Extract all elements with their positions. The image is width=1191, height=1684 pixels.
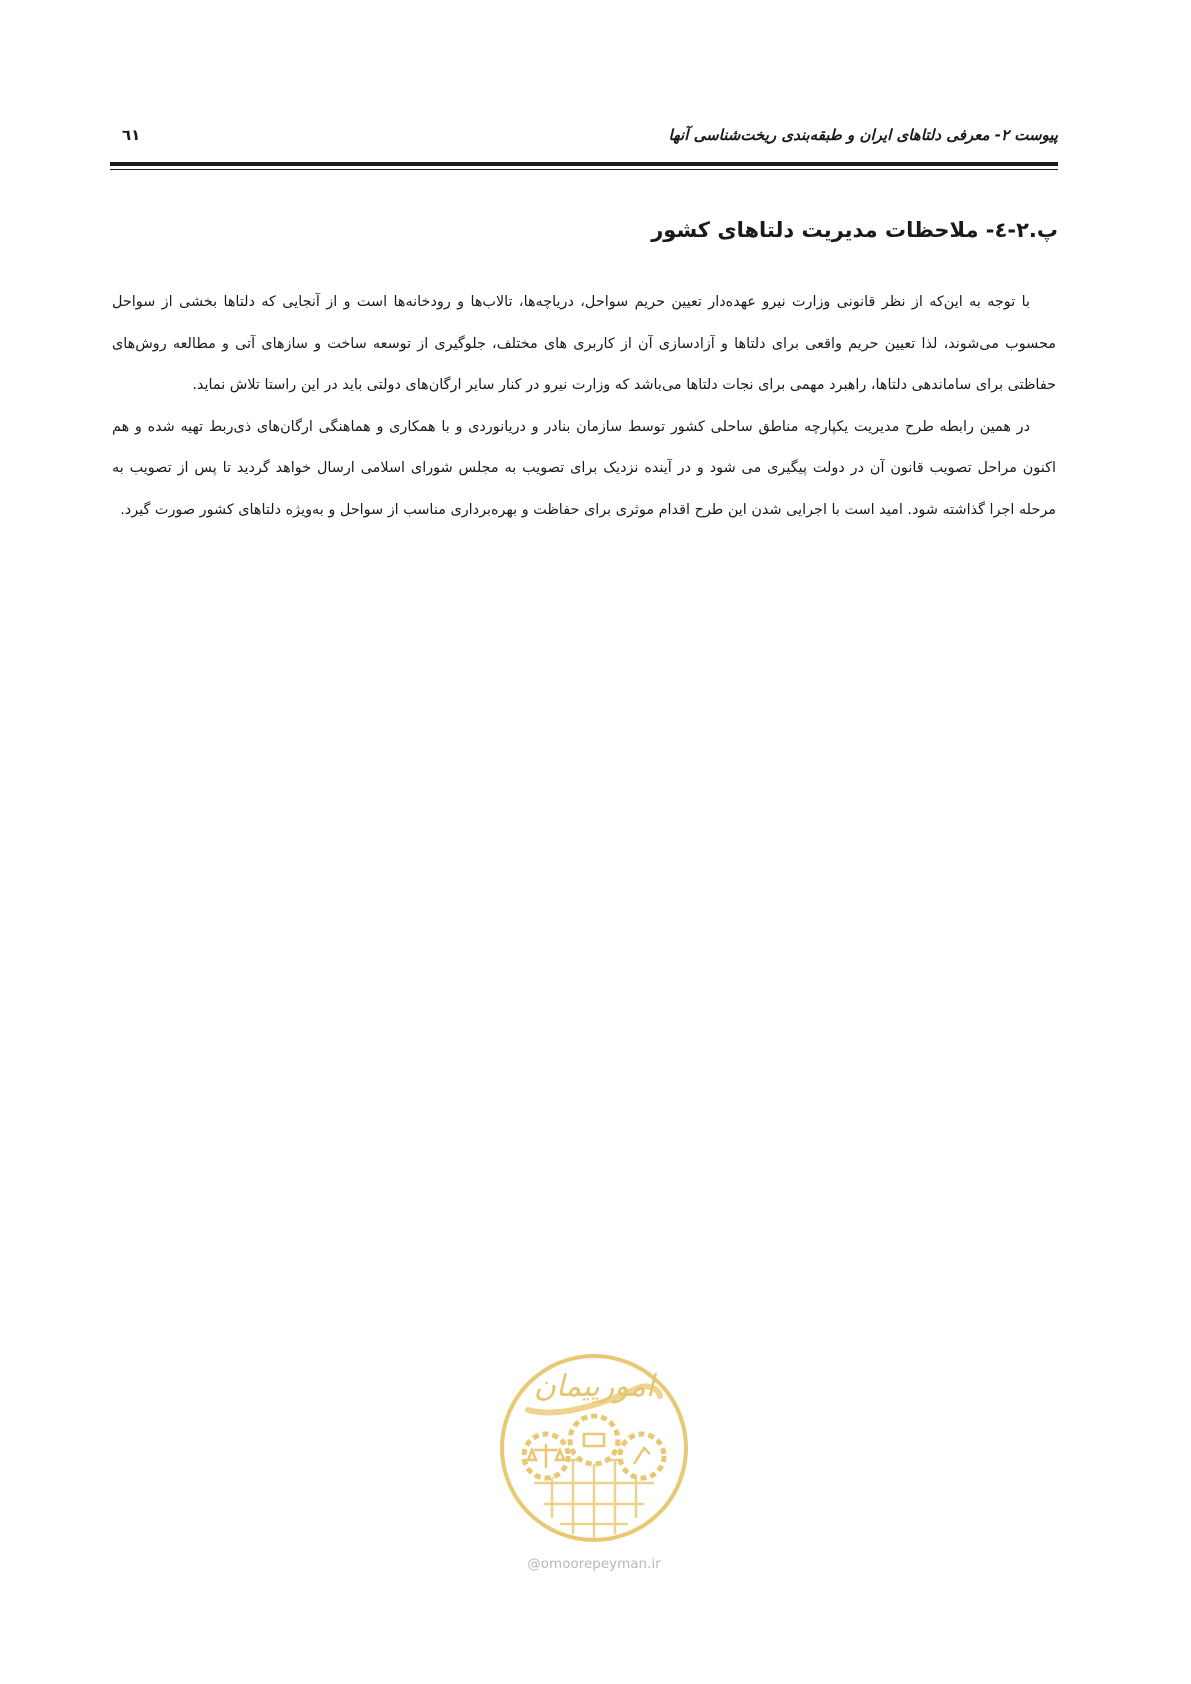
header-rule-thick bbox=[110, 162, 1058, 166]
header-rule-thin bbox=[110, 169, 1058, 170]
body-text bbox=[112, 282, 1056, 531]
watermark-logo bbox=[488, 1348, 700, 1584]
section-heading: پ.۲-٤- ملاحظات مدیریت دلتاهای کشور bbox=[651, 218, 1058, 242]
paragraph: با توجه به این‌که از نظر قانونی وزارت نیرو عهده‌دار تعیین حریم سواحل، دریاچه‌ها، تالاب‌ها و رودخانه‌ها است و از آنجایی که دلتاها بخشی از سواحل محسوب می‌شوند، لذا تعیین حریم واقعی برای دلتاها و آزادسازی آن از کاربری های مختلف، جلوگیری از توسعه ساخت و سازهای آتی و مطالعه روش‌های حفاظتی برای ساماندهی دلتاها، راهبرد مهمی برای نجات دلتاها می‌باشد که وزارت نیرو در کنار سایر ارگان‌های دولتی باید در این راستا تلاش نماید. bbox=[112, 294, 1056, 393]
page-number: ٦١ bbox=[122, 126, 141, 144]
gear-scales-logo-icon bbox=[488, 1348, 700, 1548]
watermark-url: @omoorepeyman.ir bbox=[527, 1556, 661, 1572]
paragraph: در همین رابطه طرح مدیریت یکپارچه مناطق ساحلی کشور توسط سازمان بنادر و دریانوردی و با همکاری و هماهنگی ارگان‌های ذی‌ربط تهیه شده و هم اکنون مراحل تصویب قانون آن در دولت پیگیری می شود و در آینده نزدیک برای تصویب به مجلس شورای اسلامی ارسال خواهد گردید تا پس از تصویب به مرحله اجرا گذاشته شود. امید است با اجرایی شدن این طرح اقدام موثری برای حفاظت و بهره‌برداری مناسب از سواحل و به‌ویژه دلتاهای کشور صورت گیرد. bbox=[112, 418, 1056, 518]
logo-script-text: امورپیمان bbox=[533, 1369, 655, 1404]
running-header-title: پیوست ۲- معرفی دلتاهای ایران و طبقه‌بندی ریخت‌شناسی آنها bbox=[668, 126, 1058, 144]
page-header bbox=[110, 126, 1058, 156]
